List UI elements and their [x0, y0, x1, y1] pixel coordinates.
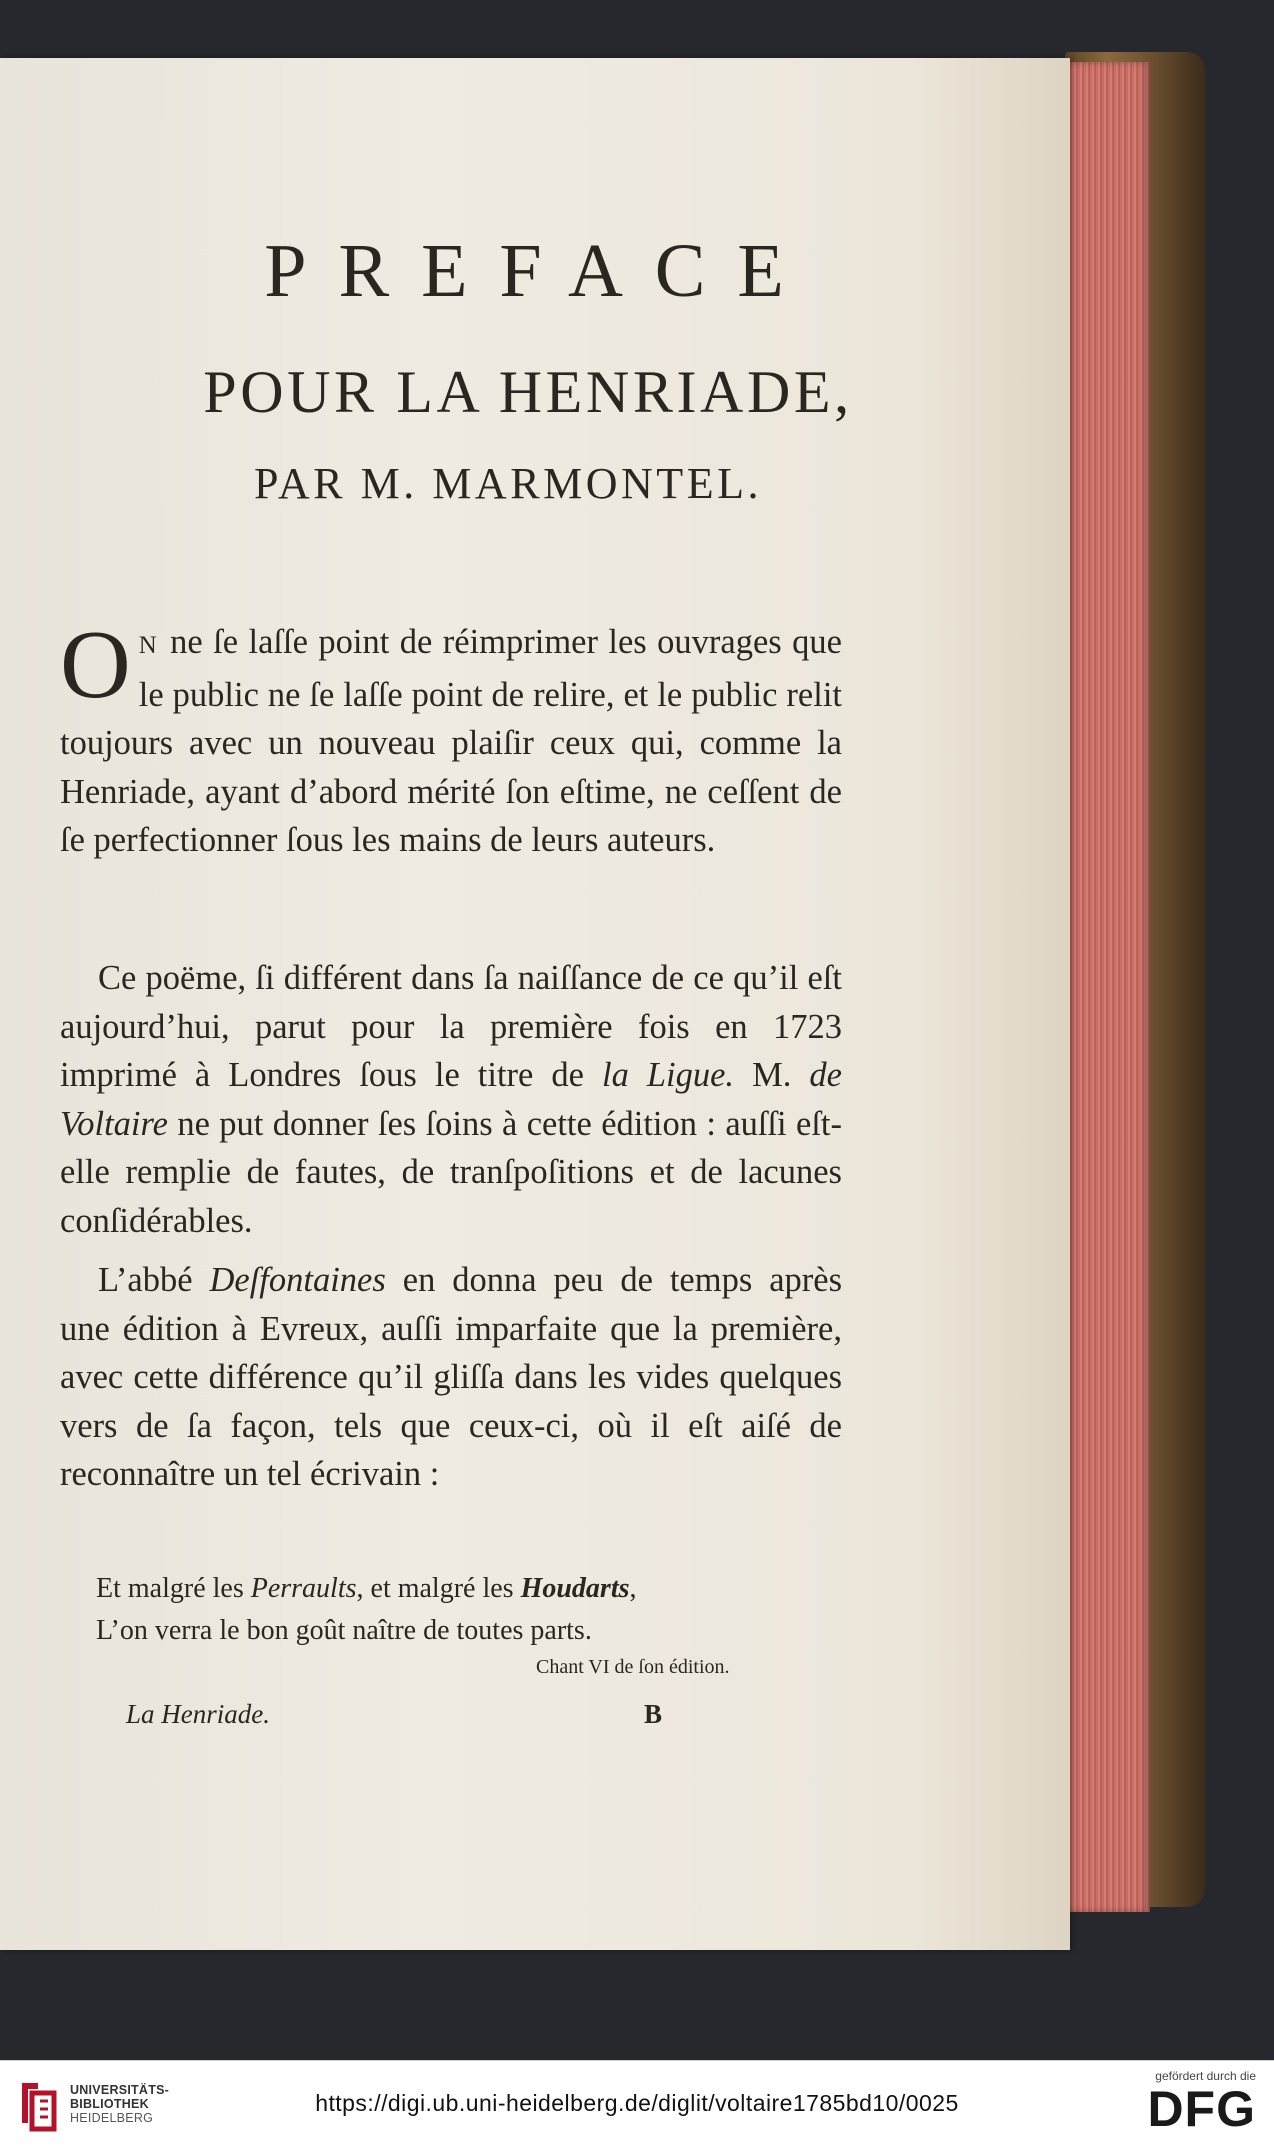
verse-quote — [96, 1568, 836, 1652]
verse-italic: Houdarts — [520, 1573, 630, 1604]
paragraph-text: ne put donner ſes ſoins à cette édition : auſſi eſt-elle remplie de fautes, de tranſpoſitions et de lacunes conſidérables. — [60, 1104, 842, 1240]
page-title: PREFACE — [264, 229, 816, 313]
signature-mark: B — [644, 1699, 663, 1729]
viewer-footer — [0, 2060, 1274, 2151]
paragraph-3 — [60, 1256, 842, 1499]
italic-title: la Ligue. — [601, 1056, 735, 1094]
verse-line-1 — [96, 1568, 836, 1610]
library-name-line: HEIDELBERG — [70, 2111, 154, 2125]
running-title: La Henriade. — [126, 1699, 270, 1729]
paragraph-text: en donna peu de temps après une édition à Evreux, auſſi imparfaite que la première, avec cette différence qu’il gliſſa dans les vides quelques vers de ſa façon, tels que ceux-ci, où il eſt aiſé de reconnaître un tel écrivain : — [60, 1261, 842, 1493]
dfg-logo: DFG — [1147, 2081, 1256, 2137]
drop-cap: O — [60, 611, 131, 719]
library-name-line: BIBLIOTHEK — [70, 2097, 149, 2111]
verse-text: , et malgré les — [356, 1573, 521, 1604]
paragraph-text: ne ſe laſſe point de réimprimer les ouvrages que le public ne ſe laſſe point de relire, et le public relit toujours avec un nouveau plaiſir ceux qui, comme la Henriade, ayant d’abord mérité ſon eſtime, ne ceſſent de ſe perfectionner ſous les mains de leurs auteurs. — [60, 623, 842, 859]
library-name-line: UNIVERSITÄTS- — [70, 2083, 170, 2097]
author-line: PAR M. MARMONTEL. — [253, 459, 763, 508]
verse-text: , — [629, 1573, 637, 1604]
paragraph-text: Ce poëme, ſi différent dans ſa naiſſance de ce qu’il eſt aujourd’hui, parut pour la première fois en 1723 imprimé à Londres ſous le titre de — [60, 959, 842, 1094]
small-cap: N — [138, 632, 160, 659]
funder-credit[interactable] — [1126, 2069, 1256, 2135]
verse-source-note: Chant VI de ſon édition. — [536, 1656, 730, 1678]
page-subtitle: POUR LA HENRIADE, — [203, 359, 853, 425]
book-page — [0, 58, 1070, 1950]
paragraph-2 — [60, 954, 842, 1245]
verse-line-2: L’on verra le bon goût naître de toutes parts. — [96, 1615, 592, 1646]
paragraph-text: M. — [734, 1056, 810, 1094]
italic-name: de Voltaire — [60, 1056, 842, 1143]
paragraph-1 — [60, 611, 842, 865]
paragraph-text: L’abbé — [98, 1261, 210, 1299]
permalink-url[interactable]: https://digi.ub.uni-heidelberg.de/diglit/voltaire1785bd10/0025 — [315, 2090, 959, 2116]
italic-name: Deſfontaines — [209, 1261, 386, 1299]
verse-italic: Perraults — [250, 1573, 357, 1604]
funder-label: gefördert durch die — [1155, 2069, 1256, 2083]
verse-text: Et malgré les — [96, 1573, 251, 1604]
